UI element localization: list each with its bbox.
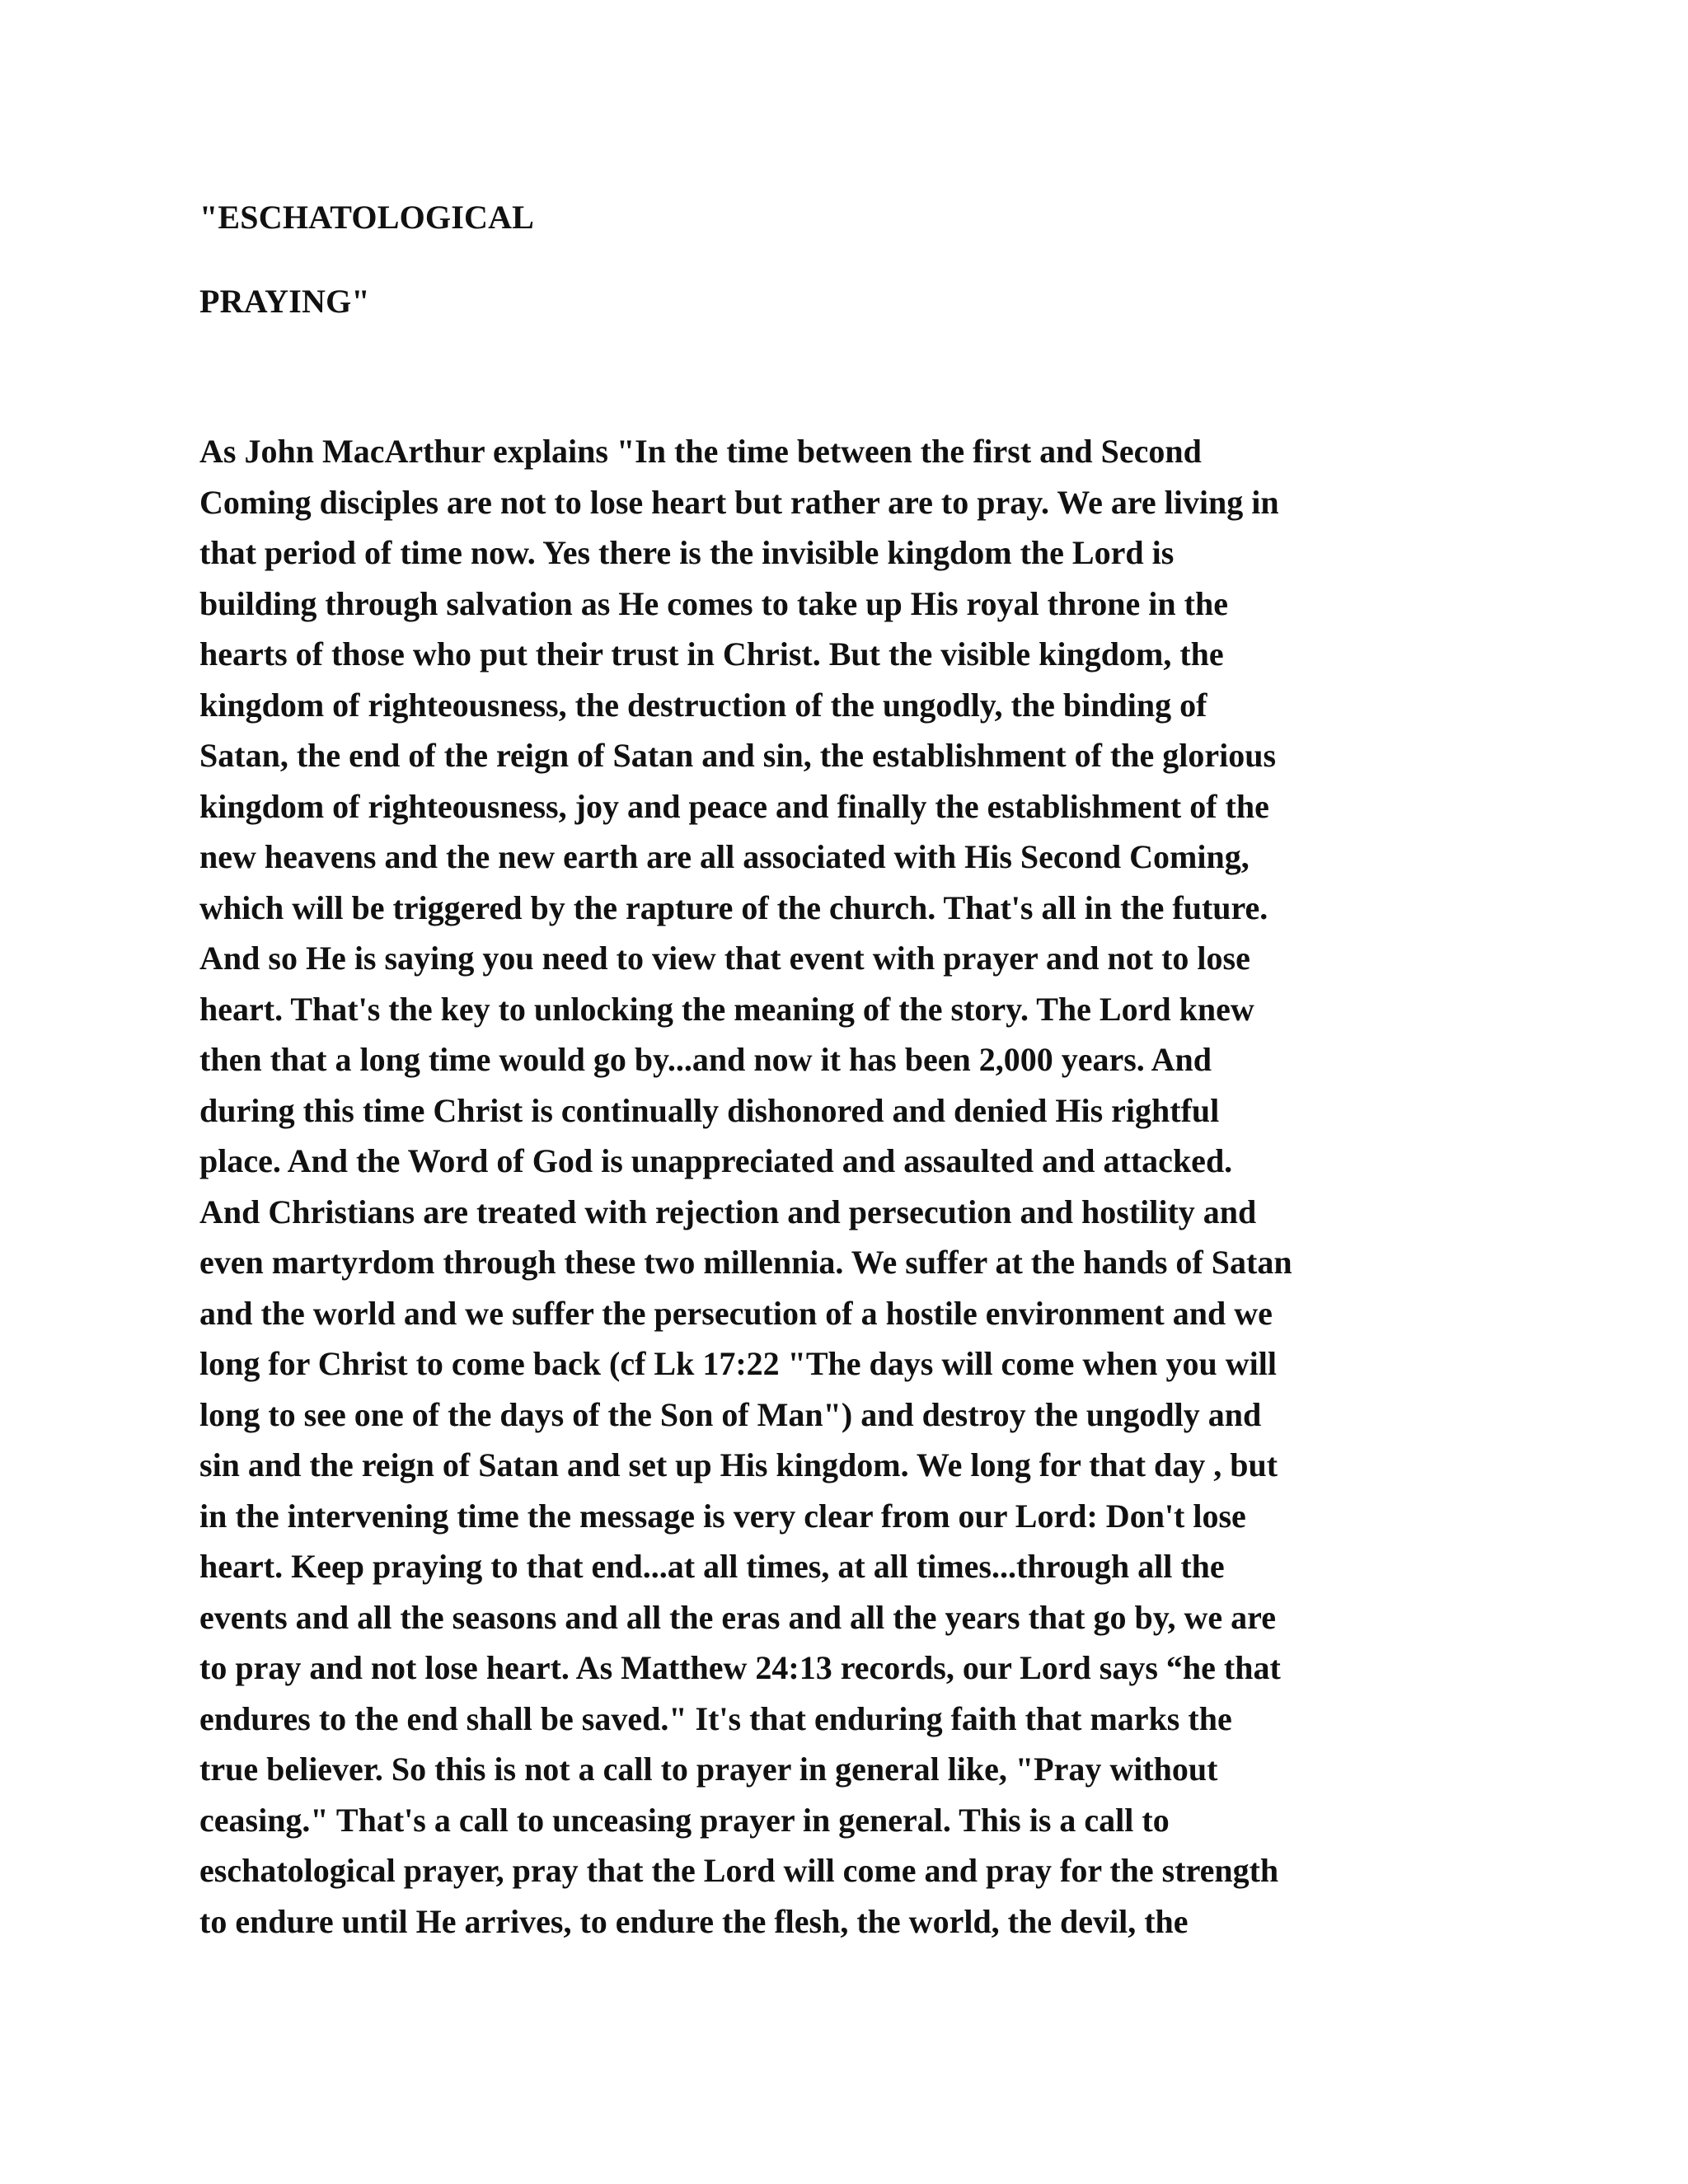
body-line: place. And the Word of God is unappreciated and assaulted and attacked. (199, 1142, 1233, 1179)
body-line: events and all the seasons and all the eras and all the years that go by, we are (199, 1598, 1276, 1636)
body-line: heart. Keep praying to that end...at all times, at all times...through all the (199, 1548, 1225, 1585)
body-line: true believer. So this is not a call to prayer in general like, "Pray without (199, 1750, 1218, 1788)
body-line: in the intervening time the message is very clear from our Lord: Don't lose (199, 1497, 1246, 1535)
body-line: even martyrdom through these two millennia. We suffer at the hands of Satan (199, 1244, 1292, 1281)
body-line: which will be triggered by the rapture of the church. That's all in the future. (199, 888, 1268, 926)
body-line: building through salvation as He comes to take up His royal throne in the (199, 584, 1228, 622)
body-line: and the world and we suffer the persecution of a hostile environment and we (199, 1294, 1273, 1332)
body-line: And so He is saying you need to view that event with prayer and not to lose (199, 940, 1250, 977)
body-line: kingdom of righteousness, the destruction of the ungodly, the binding of (199, 686, 1207, 724)
body-line: to endure until He arrives, to endure the flesh, the world, the devil, the (199, 1902, 1189, 1940)
body-line: As John MacArthur explains "In the time between the first and Second (199, 433, 1202, 470)
body-line: Satan, the end of the reign of Satan and sin, the establishment of the glorious (199, 737, 1277, 774)
body-paragraph (199, 426, 1518, 1947)
body-line: during this time Christ is continually dishonored and denied His rightful (199, 1091, 1220, 1129)
body-line: ceasing." That's a call to unceasing prayer in general. This is a call to (199, 1801, 1170, 1839)
body-line: hearts of those who put their trust in Christ. But the visible kingdom, the (199, 635, 1224, 673)
body-line: And Christians are treated with rejection and persecution and hostility and (199, 1193, 1257, 1230)
body-line: to pray and not lose heart. As Matthew 24:13 records, our Lord says “he that (199, 1649, 1281, 1686)
body-line: Coming disciples are not to lose heart but rather are to pray. We are living in (199, 483, 1279, 521)
body-line: endures to the end shall be saved." It's that enduring faith that marks the (199, 1699, 1232, 1737)
title-line-2: PRAYING" (199, 283, 370, 320)
body-line: new heavens and the new earth are all associated with His Second Coming, (199, 838, 1250, 875)
body-line: heart. That's the key to unlocking the meaning of the story. The Lord knew (199, 990, 1254, 1028)
body-line: long to see one of the days of the Son of Man") and destroy the ungodly and (199, 1395, 1262, 1433)
body-line: eschatological prayer, pray that the Lord will come and pray for the strength (199, 1852, 1279, 1889)
body-line: sin and the reign of Satan and set up His kingdom. We long for that day , but (199, 1446, 1278, 1483)
title-line-1: "ESCHATOLOGICAL (199, 199, 535, 236)
body-line: then that a long time would go by...and now it has been 2,000 years. And (199, 1041, 1212, 1078)
body-line: that period of time now. Yes there is the invisible kingdom the Lord is (199, 534, 1175, 571)
body-line: kingdom of righteousness, joy and peace and finally the establishment of the (199, 787, 1269, 825)
body-line: long for Christ to come back (cf Lk 17:22 "The days will come when you will (199, 1345, 1277, 1382)
